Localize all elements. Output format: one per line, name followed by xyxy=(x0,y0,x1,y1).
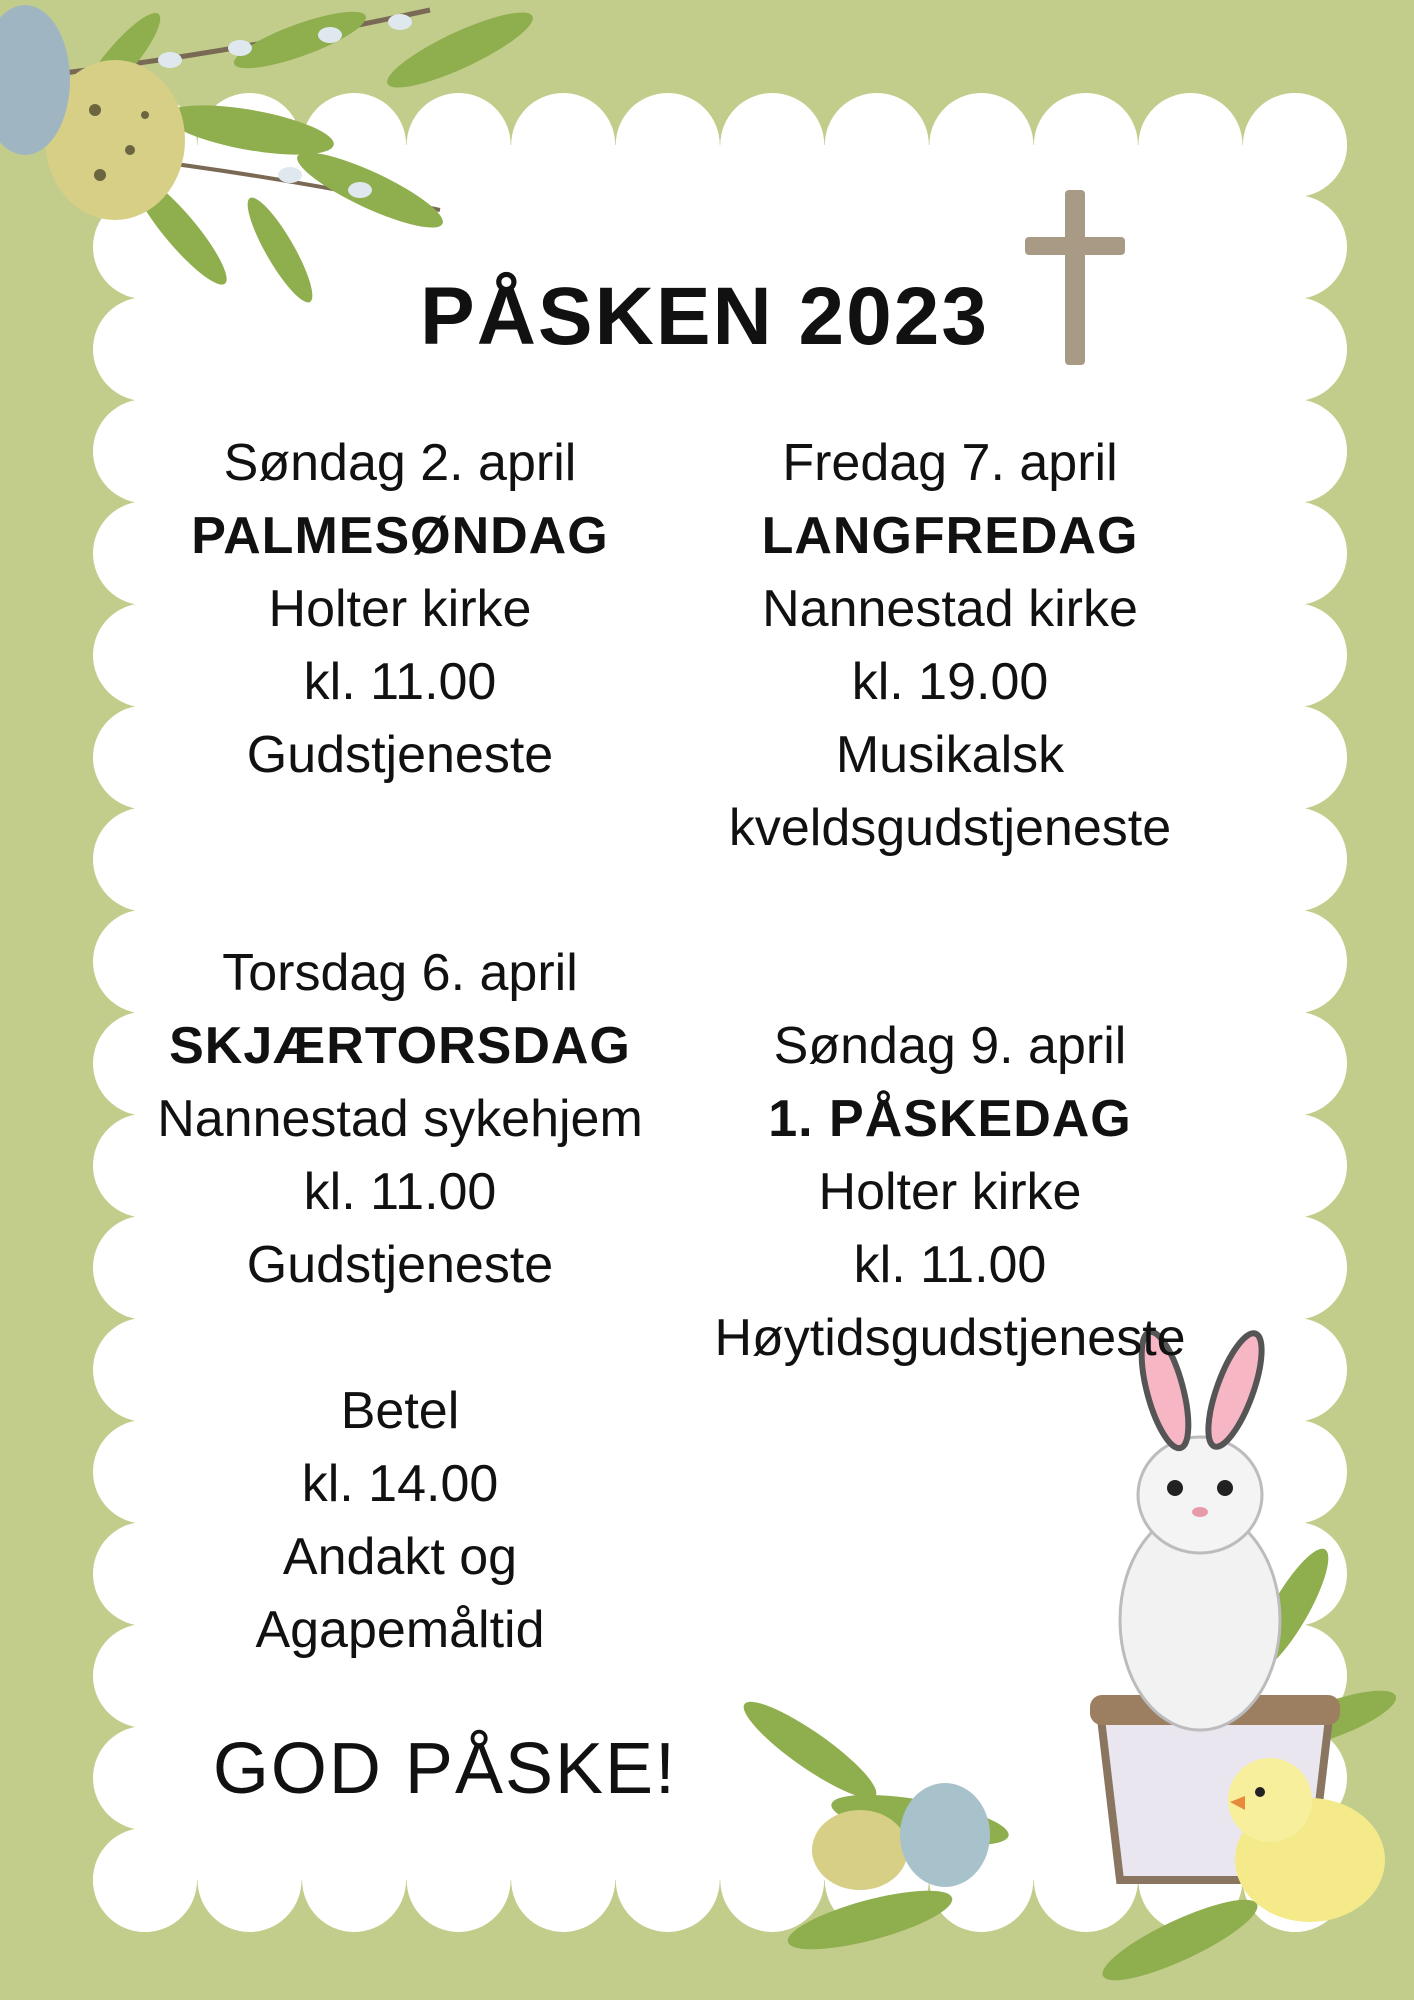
event-name: LANGFREDAG xyxy=(761,507,1139,565)
event-service: Musikalsk xyxy=(835,726,1065,784)
event-name: SKJÆRTORSDAG xyxy=(169,1017,631,1075)
event-paskedag xyxy=(690,1010,1210,1375)
event-time: kl. 11.00 xyxy=(303,653,497,711)
event-name: 1. PÅSKEDAG xyxy=(768,1090,1132,1148)
event-date: Søndag 2. april xyxy=(223,434,577,492)
event-skjaertorsdag xyxy=(140,937,660,1667)
page-title: PÅSKEN 2023 xyxy=(420,271,989,362)
event-name: PALMESØNDAG xyxy=(191,507,609,565)
event-service: Høytidsgudstjeneste xyxy=(714,1309,1186,1367)
event-langfredag xyxy=(690,427,1210,865)
event-time: kl. 14.00 xyxy=(301,1455,499,1513)
event-place: Betel xyxy=(340,1382,460,1440)
event-service: Gudstjeneste xyxy=(246,1236,554,1294)
easter-egg-icon xyxy=(900,1783,990,1887)
event-date: Søndag 9. april xyxy=(773,1017,1127,1075)
event-place: Nannestad sykehjem xyxy=(157,1090,643,1148)
event-service: Agapemåltid xyxy=(255,1601,545,1659)
easter-bunny-icon xyxy=(730,1320,1414,2000)
easter-egg-icon xyxy=(812,1810,908,1890)
event-time: kl. 11.00 xyxy=(853,1236,1047,1294)
cross-icon xyxy=(1020,185,1130,370)
event-service: kveldsgudstjeneste xyxy=(728,799,1172,857)
chick-icon xyxy=(1228,1758,1385,1922)
event-time: kl. 11.00 xyxy=(303,1163,497,1221)
event-service: Gudstjeneste xyxy=(246,726,554,784)
event-palmesondag xyxy=(140,427,660,792)
event-time: kl. 19.00 xyxy=(851,653,1049,711)
event-date: Torsdag 6. april xyxy=(222,944,578,1002)
greeting: GOD PÅSKE! xyxy=(212,1729,678,1809)
event-place: Holter kirke xyxy=(268,580,532,638)
event-place: Nannestad kirke xyxy=(762,580,1138,638)
event-place: Holter kirke xyxy=(818,1163,1082,1221)
event-service: Andakt og xyxy=(282,1528,518,1586)
event-date: Fredag 7. april xyxy=(782,434,1118,492)
